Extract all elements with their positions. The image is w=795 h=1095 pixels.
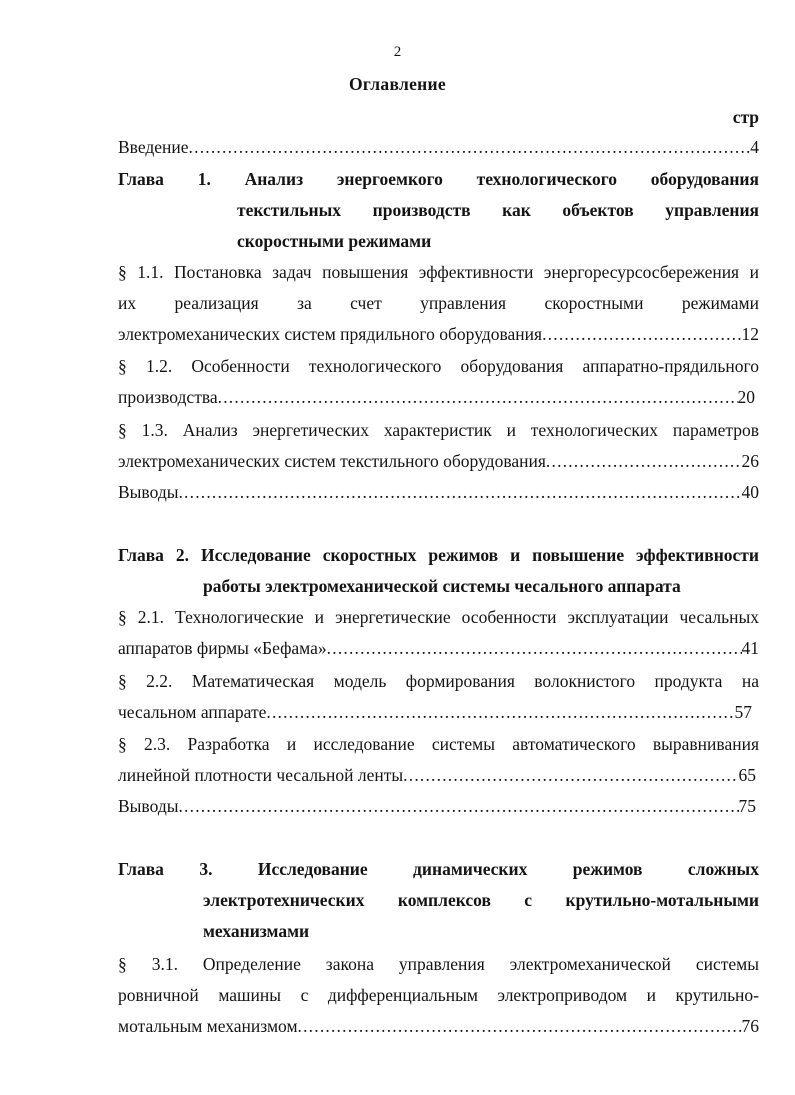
chapter-3-heading-line3: механизмами: [203, 921, 310, 941]
toc-entry-1-3[interactable]: электромеханических систем текстильного оборудования ..... 26: [118, 450, 759, 472]
toc-entry-2-3[interactable]: линейной плотности чесальной ленты ..... 65: [118, 764, 756, 786]
toc-entry-1-1[interactable]: электромеханических систем прядильного оборудования ..... 12: [118, 323, 759, 345]
page-column-label: стр: [732, 107, 759, 127]
chapter-2-heading-line2: работы электромеханической системы чесального аппарата: [203, 576, 681, 596]
chapter-3-heading: Глава 3. Исследование динамических режимов сложных: [118, 859, 759, 879]
toc-entry-2-2-line1: § 2.2. Математическая модель формирования волокнистого продукта на: [118, 671, 759, 691]
toc-entry-3-1-line2: ровничной машины с дифференциальным электроприводом и крутильно-: [118, 985, 759, 1005]
toc-entry-2-2[interactable]: чесальном аппарате ..... 57: [118, 701, 752, 723]
toc-entry-2-3-line1: § 2.3. Разработка и исследование системы автоматического выравнивания: [118, 734, 759, 754]
chapter-3-heading-line2: электротехнических комплексов с крутильно-мотальными: [203, 890, 759, 910]
page-title: Оглавление: [349, 74, 446, 94]
toc-entry-2-1[interactable]: аппаратов фирмы «Бефама» ..... 41: [118, 637, 759, 659]
toc-entry-1-2[interactable]: производства ..... 20: [118, 386, 755, 408]
chapter-2-heading: Глава 2. Исследование скоростных режимов и повышение эффективности: [118, 545, 759, 565]
toc-entry-1-1-line1: § 1.1. Постановка задач повышения эффективности энергоресурсосбережения и: [118, 262, 759, 282]
chapter-1-heading: Глава 1. Анализ энергоемкого технологического оборудования: [118, 169, 759, 189]
chapter-1-heading-line2: текстильных производств как объектов управления: [237, 200, 759, 220]
toc-entry-conclusions-1[interactable]: Выводы ..... 40: [118, 481, 759, 503]
page-number: 2: [393, 44, 402, 60]
toc-entry-3-1-line1: § 3.1. Определение закона управления электромеханической системы: [118, 954, 759, 974]
toc-entry-intro[interactable]: Введение ..... 4: [118, 136, 759, 158]
toc-entry-2-1-line1: § 2.1. Технологические и энергетические особенности эксплуатации чесальных: [118, 607, 759, 627]
toc-entry-3-1[interactable]: мотальным механизмом ..... 76: [118, 1015, 759, 1037]
chapter-1-heading-line3: скоростными режимами: [237, 231, 432, 251]
toc-entry-1-3-line1: § 1.3. Анализ энергетических характеристик и технологических параметров: [118, 420, 759, 440]
toc-entry-1-2-line1: § 1.2. Особенности технологического оборудования аппаратно-прядильного: [118, 356, 759, 376]
toc-entry-1-1-line2: их реализация за счет управления скоростными режимами: [118, 293, 759, 313]
toc-entry-conclusions-2[interactable]: Выводы ..... 75: [118, 795, 756, 817]
